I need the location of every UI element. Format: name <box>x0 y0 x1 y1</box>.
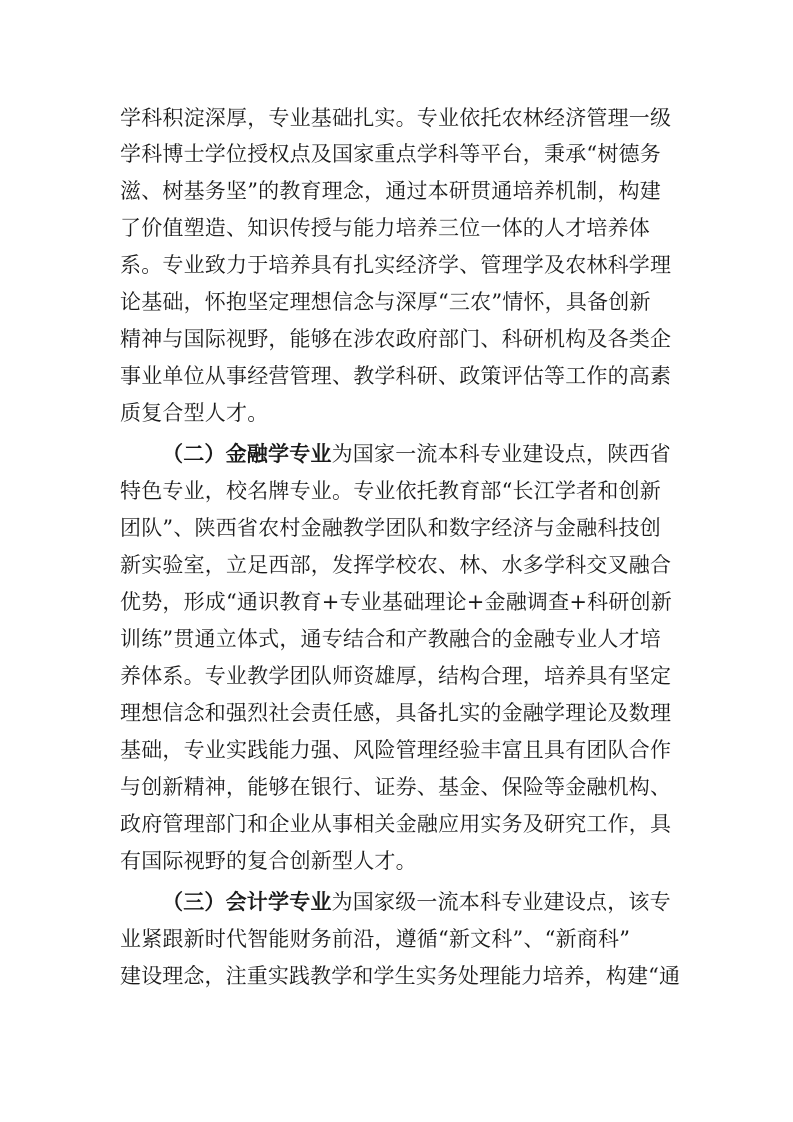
paragraph-1-line-4: 了价值塑造、知识传授与能力培养三位一体的人才培养体 <box>120 216 650 240</box>
paragraph-3-line-2: 建设理念，注重实践教学和学生实务处理能力培养，构建“通 <box>120 964 681 988</box>
paragraph-3-first-line <box>162 888 680 916</box>
paragraph-2-line-5: 训练”贯通立体式，通专结合和产教融合的金融专业人才培 <box>120 627 661 651</box>
paragraph-2-line-3: 新实验室，立足西部，发挥学校农、林、水多学科交叉融合 <box>120 553 672 577</box>
paragraph-2-first-line-text: 为国家一流本科专业建设点，陕西省 <box>331 442 671 466</box>
section-heading-accounting: （三）会计学专业 <box>162 889 332 914</box>
paragraph-2-line-1: 特色专业，校名牌专业。专业依托教育部“长江学者和创新 <box>120 479 661 503</box>
paragraph-1-line-8: 事业单位从事经营管理、教学科研、政策评估等工作的高素 <box>120 364 672 388</box>
paragraph-1-line-1: 学科积淀深厚，专业基础扎实。专业依托农林经济管理一级 <box>120 106 672 130</box>
paragraph-1-line-5: 系。专业致力于培养具有扎实经济学、管理学及农林科学理 <box>120 253 672 277</box>
paragraph-3-line-1: 业紧跟新时代智能财务前沿，遵循“新文科”、“新商科” <box>120 927 631 951</box>
section-heading-finance: （二）金融学专业 <box>162 441 332 466</box>
paragraph-2-line-4: 优势，形成“通识教育+专业基础理论+金融调查+科研创新 <box>120 590 672 614</box>
paragraph-1-line-2: 学科博士学位授权点及国家重点学科等平台，秉承“树德务 <box>120 142 661 166</box>
paragraph-2-first-line <box>162 440 680 468</box>
paragraph-1-line-7: 精神与国际视野，能够在涉农政府部门、科研机构及各类企 <box>120 327 672 351</box>
paragraph-2-line-9: 与创新精神，能够在银行、证券、基金、保险等金融机构、 <box>120 775 672 799</box>
paragraph-2-line-8: 基础，专业实践能力强、风险管理经验丰富且具有团队合作 <box>120 738 672 762</box>
paragraph-1-line-9: 质复合型人才。 <box>120 401 269 425</box>
paragraph-3-first-line-text: 为国家级一流本科专业建设点，该专 <box>331 890 671 914</box>
paragraph-1-line-6: 论基础，怀抱坚定理想信念与深厚“三农”情怀，具备创新 <box>120 290 651 314</box>
paragraph-1-line-3: 滋、树基务坚”的教育理念，通过本研贯通培养机制，构建 <box>120 179 661 203</box>
paragraph-2-line-10: 政府管理部门和企业从事相关金融应用实务及研究工作，具 <box>120 812 672 836</box>
paragraph-2-line-2: 团队”、陕西省农村金融教学团队和数字经济与金融科技创 <box>120 516 661 540</box>
paragraph-2-line-7: 理想信念和强烈社会责任感，具备扎实的金融学理论及数理 <box>120 701 672 725</box>
paragraph-2-line-11: 有国际视野的复合创新型人才。 <box>120 849 417 873</box>
paragraph-2-line-6: 养体系。专业教学团队师资雄厚，结构合理，培养具有坚定 <box>120 664 672 688</box>
